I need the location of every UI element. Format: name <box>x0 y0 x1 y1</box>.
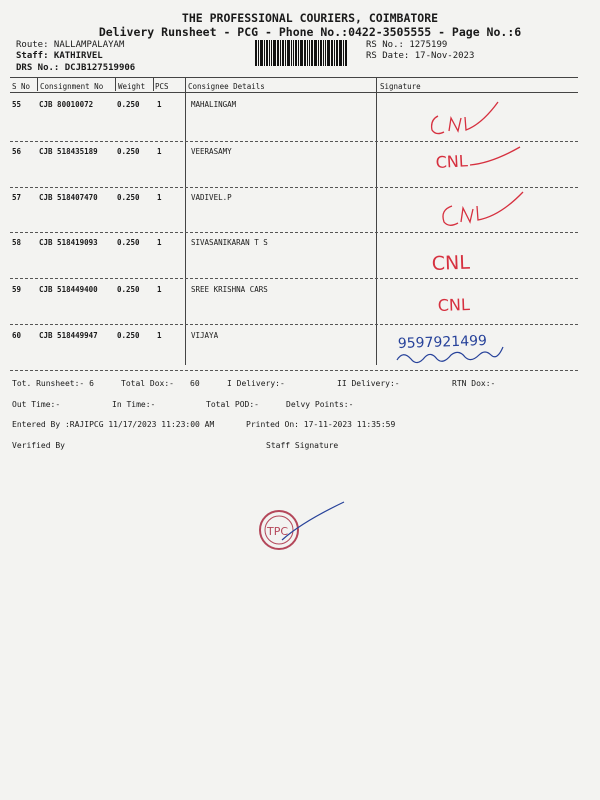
runsheet-title: Delivery Runsheet - PCG - Phone No.:0422-3505555 - Page No.:6 <box>98 25 522 39</box>
total-runsheet: Tot. Runsheet:- 6 <box>12 379 94 388</box>
row-sno: 58 <box>12 238 22 247</box>
col-divider <box>115 77 116 91</box>
total-dox-value: 60 <box>190 379 200 388</box>
staff-signature-label: Staff Signature <box>266 441 339 450</box>
company-title: THE PROFESSIONAL COURIERS, COIMBATORE <box>181 11 439 25</box>
table-top-border <box>10 77 578 78</box>
header-bottom-border <box>10 92 578 93</box>
row-weight: 0.250 <box>117 331 140 340</box>
col-header-weight: Weight <box>118 82 146 91</box>
verified-by-label: Verified By <box>12 441 65 450</box>
entered-by: Entered By :RAJIPCG 11/17/2023 11:23:00 AM <box>12 420 215 429</box>
delivery-points-label: Delvy Points:- <box>286 400 354 409</box>
row-consignee: SIVASANIKARAN T S <box>191 238 268 247</box>
in-time-label: In Time:- <box>112 400 156 409</box>
handwritten-cnl-mark <box>437 295 470 315</box>
row-consignment: CJB 518449400 <box>39 285 98 294</box>
row-divider <box>10 141 578 142</box>
row-weight: 0.250 <box>117 193 140 202</box>
row-pcs: 1 <box>157 193 162 202</box>
col-header-signature: Signature <box>380 82 421 91</box>
row-divider <box>10 370 578 371</box>
row-weight: 0.250 <box>117 238 140 247</box>
row-pcs: 1 <box>157 285 162 294</box>
row-pcs: 1 <box>157 331 162 340</box>
i-delivery-label: I Delivery:- <box>227 379 285 388</box>
total-pod-label: Total POD:- <box>206 400 259 409</box>
col-header-sno: S No <box>12 82 31 91</box>
printed-on: Printed On: 17-11-2023 11:35:59 <box>246 420 396 429</box>
out-time-label: Out Time:- <box>12 400 61 409</box>
row-divider <box>10 232 578 233</box>
row-sno: 56 <box>12 147 22 156</box>
col-divider <box>153 77 154 91</box>
row-weight: 0.250 <box>117 147 140 156</box>
col-header-pcs: PCS <box>155 82 169 91</box>
row-consignment: CJB 518435189 <box>39 147 98 156</box>
row-sno: 57 <box>12 193 22 202</box>
svg-text:9597921499: 9597921499 <box>397 332 488 352</box>
row-consignee: VIJAYA <box>191 331 219 340</box>
row-divider <box>10 187 578 188</box>
row-sno: 59 <box>12 285 22 294</box>
row-divider <box>10 324 578 325</box>
drs-number: DRS No.: DCJB127519906 <box>16 63 136 73</box>
handwritten-cnl-mark <box>432 102 498 134</box>
handwritten-phone-and-signature <box>397 333 503 363</box>
row-consignee: MAHALINGAM <box>191 100 237 109</box>
rs-number: RS No.: 1275199 <box>366 40 448 50</box>
barcode <box>255 40 360 66</box>
total-dox-label: Total Dox:- <box>121 379 174 388</box>
handwritten-cnl-mark <box>435 147 520 172</box>
row-weight: 0.250 <box>117 285 140 294</box>
svg-text:CNL: CNL <box>431 251 471 275</box>
ii-delivery-label: II Delivery:- <box>337 379 400 388</box>
row-consignment: CJB 80010072 <box>39 100 94 109</box>
svg-text:CNL: CNL <box>435 151 469 172</box>
row-consignment: CJB 518419093 <box>39 238 98 247</box>
row-pcs: 1 <box>157 100 162 109</box>
row-sno: 55 <box>12 100 22 109</box>
row-pcs: 1 <box>157 238 162 247</box>
row-consignee: VADIVEL.P <box>191 193 232 202</box>
staff-label: Staff: KATHIRVEL <box>16 51 103 61</box>
row-pcs: 1 <box>157 147 162 156</box>
row-consignment: CJB 518449947 <box>39 331 98 340</box>
col-divider <box>37 77 38 91</box>
route-label: Route: NALLAMPALAYAM <box>16 40 125 50</box>
row-weight: 0.250 <box>117 100 140 109</box>
company-stamp <box>260 502 344 549</box>
svg-text:CNL: CNL <box>437 294 471 315</box>
row-consignee: VEERASAMY <box>191 147 232 156</box>
row-sno: 60 <box>12 331 22 340</box>
rtn-dox-label: RTN Dox:- <box>452 379 496 388</box>
handwritten-cnl-mark <box>443 192 523 225</box>
row-divider <box>10 278 578 279</box>
col-header-consignment: Consignment No <box>40 82 104 91</box>
col-divider <box>185 77 186 365</box>
row-consignment: CJB 518407470 <box>39 193 98 202</box>
rs-date: RS Date: 17-Nov-2023 <box>366 51 475 61</box>
svg-text:TPC: TPC <box>267 525 289 538</box>
col-divider <box>376 77 377 365</box>
col-header-consignee: Consignee Details <box>188 82 265 91</box>
row-consignee: SREE KRISHNA CARS <box>191 285 268 294</box>
handwritten-cnl-mark <box>431 252 470 275</box>
